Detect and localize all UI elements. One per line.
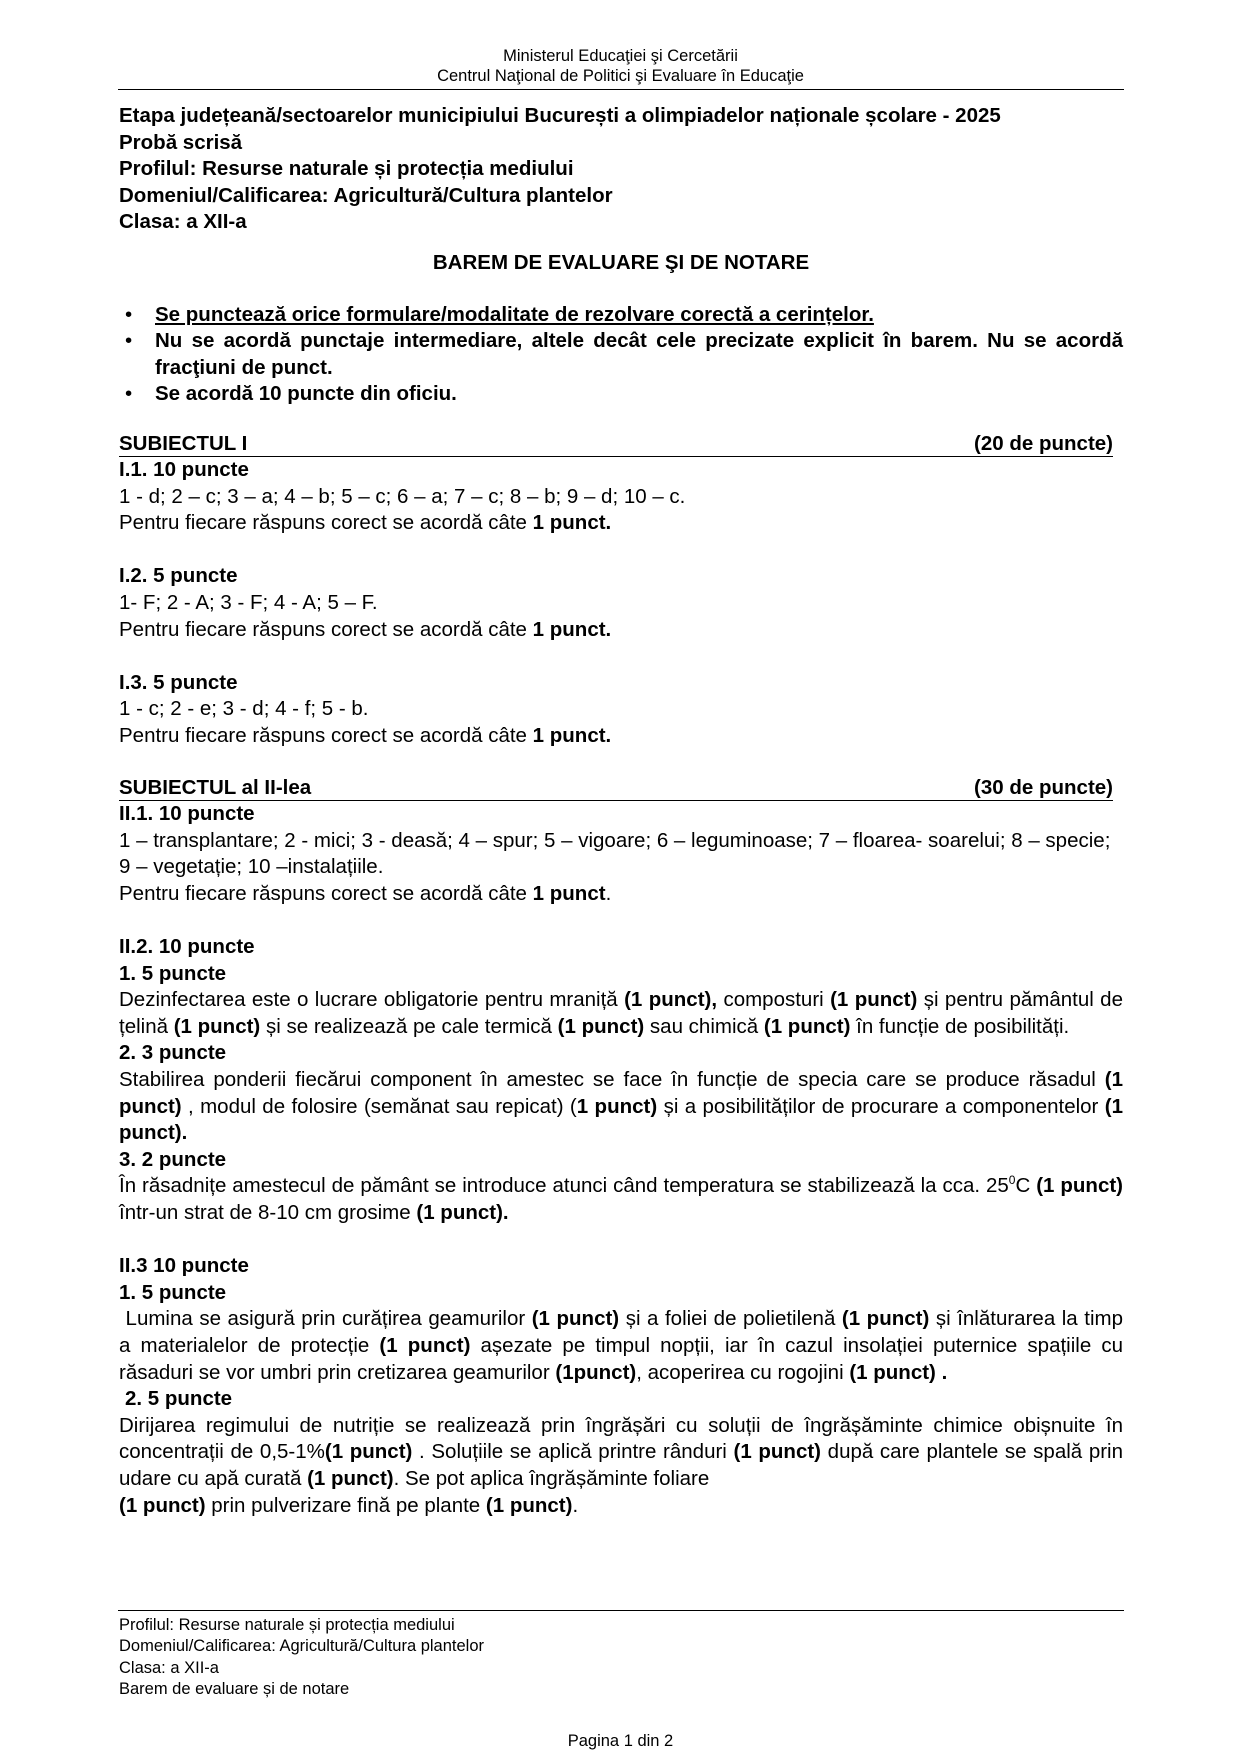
item-ii2-3-heading: 3. 2 puncte <box>119 1147 227 1171</box>
item-ii3-heading: II.3 10 puncte <box>119 1254 249 1278</box>
subject-1-title: SUBIECTUL I <box>119 431 248 455</box>
item-ii1-heading: II.1. 10 puncte <box>119 802 255 826</box>
item-ii1-note: Pentru fiecare răspuns corect se acordă câte 1 punct. <box>119 881 612 905</box>
item-ii2-3-text: În răsadnițe amestecul de pământ se introduce atunci când temperatura se stabilizează la cca. $25^0C$ (1 punct) într-un strat de 8-10 cm grosime (1 punct). <box>119 1173 1123 1224</box>
exam-class: Clasa: a XII-a <box>119 210 247 234</box>
item-ii2-1-heading: 1. 5 puncte <box>119 961 227 985</box>
header-rule <box>118 89 1124 90</box>
item-ii2-1-text: Dezinfectarea este o lucrare obligatorie pentru mraniță (1 punct), composturi (1 punct) și pentru pământul de țelină (1 punct) și se realizează pe cale termică (1 punct) sau chimică (1 punct) în funcție de posibilități. <box>119 988 1123 1038</box>
subject-2-points: (30 de puncte) <box>974 776 1113 800</box>
page-header <box>0 46 1241 86</box>
item-ii2-2-heading: 2. 3 puncte <box>119 1041 227 1065</box>
footer-class: Clasa: a XII-a <box>119 1658 219 1677</box>
item-ii3-1-heading: 1. 5 puncte <box>119 1280 227 1304</box>
exam-stage: Etapa județeană/sectoarelor municipiului București a olimpiadelor naționale școlare - 2025 <box>119 104 1001 127</box>
footer-doc-type: Barem de evaluare și de notare <box>119 1679 350 1698</box>
item-i3-note: Pentru fiecare răspuns corect se acordă câte 1 punct. <box>119 723 612 747</box>
item-i1-heading: I.1. 10 puncte <box>119 457 249 481</box>
item-ii2-heading: II.2. 10 puncte <box>119 935 255 959</box>
exam-profile: Profilul: Resurse naturale și protecția mediului <box>119 157 574 181</box>
item-i3-heading: I.3. 5 puncte <box>119 670 238 694</box>
document-title: BAREM DE EVALUARE ŞI DE NOTARE <box>432 250 810 274</box>
item-ii3-2-text-end: (1 punct) prin pulverizare fină pe plante (1 punct). <box>119 1493 579 1517</box>
item-i3-answers: 1 - c; 2 - e; 3 - d; 4 - f; 5 - b. <box>119 697 369 721</box>
exam-domain: Domeniul/Calificarea: Agricultură/Cultura plantelor <box>119 183 613 207</box>
item-ii1-answers: 1 – transplantare; 2 - mici; 3 - deasă; 4 – spur; 5 – vigoare; 6 – leguminoase; 7 – floarea- soarelui; 8 – specie; 9 – vegetație; 10 –instalațiile. <box>119 828 1111 879</box>
footer-rule <box>118 1610 1124 1611</box>
exam-test: Probă scrisă <box>119 130 243 154</box>
center-name: Centrul Naţional de Politici şi Evaluare în Educaţie <box>437 67 804 85</box>
item-i2-note: Pentru fiecare răspuns corect se acordă câte 1 punct. <box>119 617 612 641</box>
page-footer <box>119 1615 484 1700</box>
item-i2-answers: 1- F; 2 - A; 3 - F; 4 - A; 5 – F. <box>119 590 378 614</box>
ministry-name: Ministerul Educaţiei şi Cercetării <box>503 47 738 65</box>
item-i1-note: Pentru fiecare răspuns corect se acordă câte 1 punct. <box>119 511 612 535</box>
rule-item: • Se punctează orice formulare/modalitate de rezolvare corectă a cerințelor. <box>119 302 1123 329</box>
item-ii3-2-heading: 2. 5 puncte <box>125 1387 233 1411</box>
rule-item: • Se acordă 10 puncte din oficiu. <box>119 381 1123 408</box>
rule-item: • Nu se acordă punctaje intermediare, altele decât cele precizate explicit în barem. Nu se acordă fracţiuni de punct. <box>119 328 1123 381</box>
item-ii2-2-text: Stabilirea ponderii fiecărui component în amestec se face în funcție de specia care se produce răsadul (1 punct) , modul de folosire (semănat sau repicat) (1 punct) și a posibilităților de procurare a componentelor (1 punct). <box>119 1068 1124 1145</box>
footer-profile: Profilul: Resurse naturale și protecția mediului <box>119 1616 455 1634</box>
item-ii3-1-text: Lumina se asigură prin curățirea geamurilor (1 punct) și a foliei de polietilenă (1 punct) și înlăturarea la timp a materialelor de protecție (1 punct) așezate pe timpul nopții, iar în cazul insolației puternice spațiile cu răsaduri se vor umbri prin cretizarea geamurilor (1punct), acoperirea cu rogojini (1 punct) . <box>119 1307 1123 1384</box>
subject-2-heading <box>119 776 1113 801</box>
rules-list <box>119 302 1123 408</box>
subject-2-title: SUBIECTUL al II-lea <box>119 776 312 800</box>
item-i2-heading: I.2. 5 puncte <box>119 564 238 588</box>
subject-1-points: (20 de puncte) <box>974 431 1113 455</box>
item-i1-answers: 1 - d; 2 – c; 3 – a; 4 – b; 5 – c; 6 – a; 7 – c; 8 – b; 9 – d; 10 – c. <box>119 484 686 508</box>
page-number: Pagina 1 din 2 <box>567 1732 674 1750</box>
footer-domain: Domeniul/Calificarea: Agricultură/Cultura plantelor <box>119 1637 485 1656</box>
item-ii3-2-text: Dirijarea regimului de nutriție se realizează prin îngrășări cu soluții de îngrășăminte chimice obișnuite în concentrații de 0,5-1%(1 punct) . Soluțiile se aplică printre rânduri (1 punct) după care plantele se spală prin udare cu apă curată (1 punct). Se pot aplica îngrășăminte foliare <box>119 1413 1124 1490</box>
document-body <box>119 103 1123 1519</box>
subject-1-heading <box>119 432 1113 457</box>
